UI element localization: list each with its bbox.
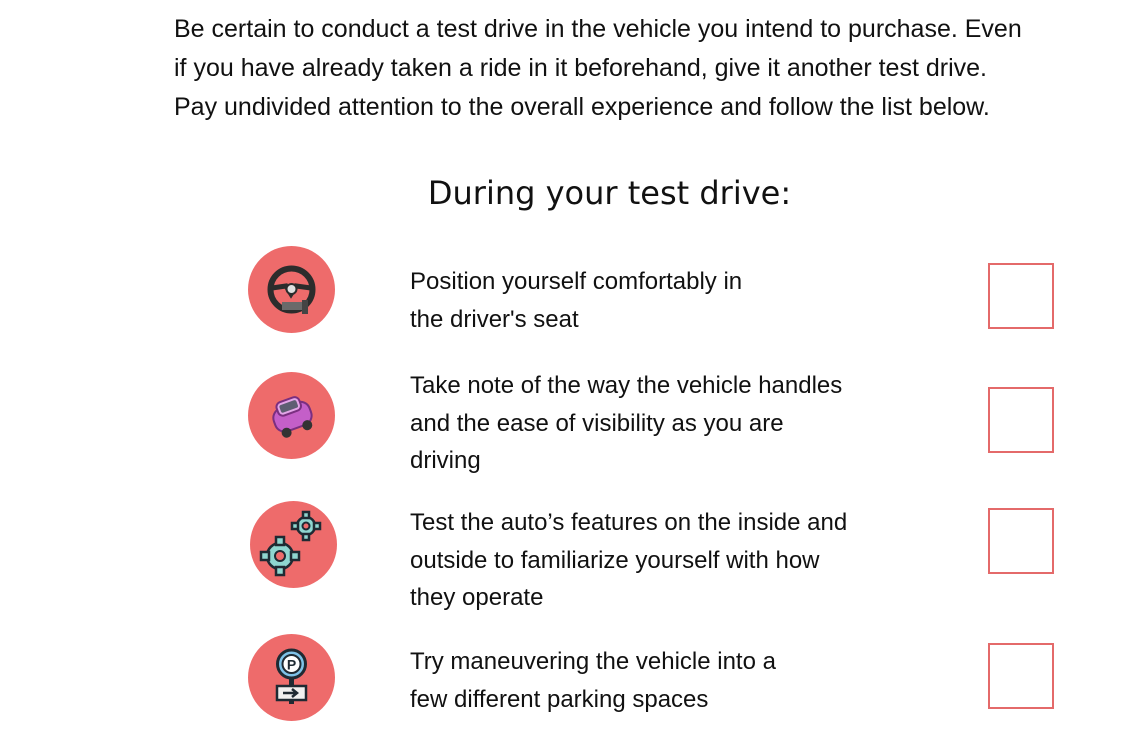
- item-text-line: they operate: [410, 584, 544, 611]
- item-text-line: driving: [410, 447, 481, 474]
- item-text-line: Try maneuvering the vehicle into a: [410, 648, 776, 675]
- parking-sign-icon: [248, 634, 335, 721]
- item-checkbox[interactable]: [988, 508, 1054, 574]
- item-text-line: the driver's seat: [410, 305, 579, 333]
- item-text: [410, 263, 742, 338]
- intro-line: if you have already taken a ride in it beforehand, give it another test drive.: [174, 54, 987, 82]
- item-text: [410, 504, 847, 617]
- intro-line: Be certain to conduct a test drive in the vehicle you intend to purchase. Even: [174, 15, 1022, 43]
- item-text-line: Take note of the way the vehicle handles: [410, 372, 843, 399]
- item-checkbox[interactable]: [988, 643, 1054, 709]
- item-text-line: outside to familiarize yourself with how: [410, 546, 820, 574]
- item-text: [410, 643, 776, 718]
- steering-wheel-icon: [248, 246, 335, 333]
- intro-line: Pay undivided attention to the overall experience and follow the list below.: [174, 93, 990, 121]
- item-checkbox[interactable]: [988, 387, 1054, 453]
- car-icon: [248, 372, 335, 459]
- item-text-line: and the ease of visibility as you are: [410, 409, 784, 437]
- item-text: [410, 367, 842, 480]
- item-checkbox[interactable]: [988, 263, 1054, 329]
- section-heading: During your test drive:: [427, 174, 792, 212]
- gears-icon: [250, 501, 337, 588]
- item-text-line: few different parking spaces: [410, 685, 709, 713]
- item-text-line: Test the auto’s features on the inside and: [410, 509, 848, 536]
- intro-paragraph: [174, 10, 1134, 127]
- item-text-line: Position yourself comfortably in: [410, 268, 743, 295]
- svg-text:P: P: [286, 656, 297, 673]
